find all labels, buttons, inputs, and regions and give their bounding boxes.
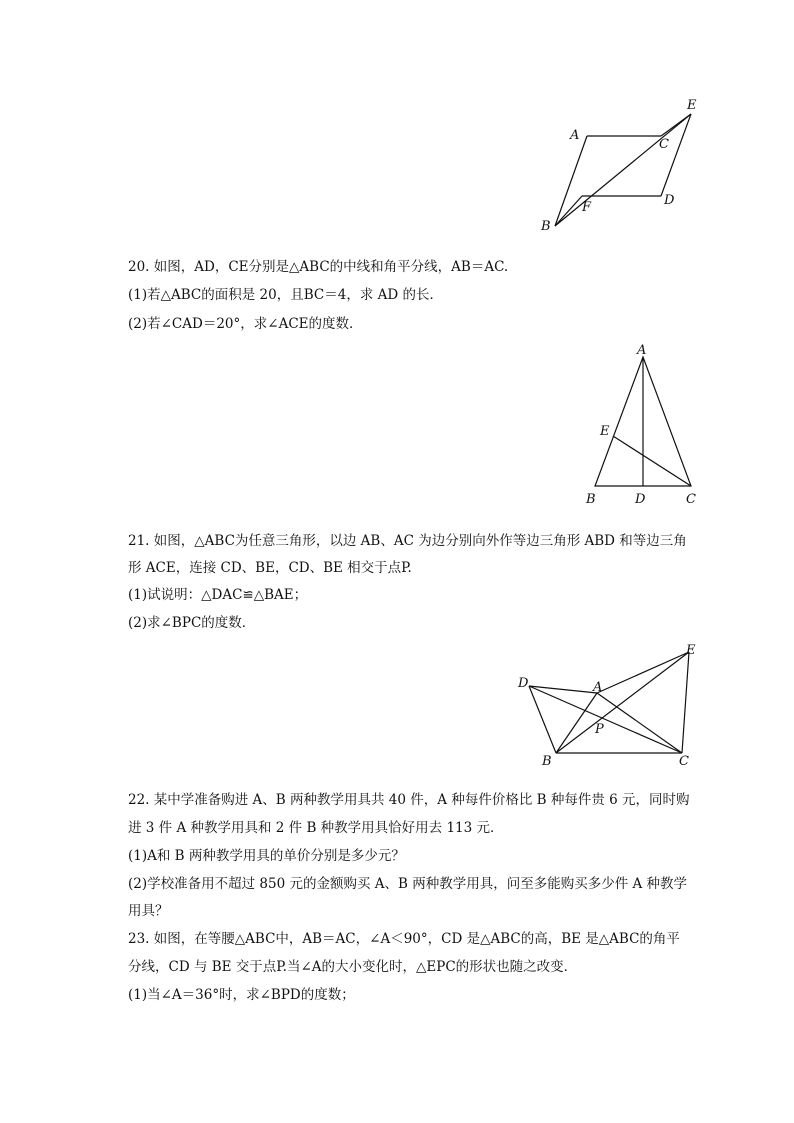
- q22-part2-line1: (2)学校准备用不超过 850 元的金额购买 A、B 两种教学用具，问至多能购买多少件 A 种教学: [128, 876, 688, 892]
- label-B: B: [586, 492, 596, 507]
- label-B: B: [542, 754, 552, 769]
- q23-stem-line2: 分线，CD 与 BE 交于点P.当∠A的大小变化时，△EPC的形状也随之改变．: [128, 959, 578, 975]
- q20-part1: (1)若△ABC的面积是 20，且BC＝4，求 AD 的长．: [128, 287, 443, 303]
- label-D: D: [635, 492, 646, 507]
- label-E: E: [687, 98, 697, 113]
- figure-equilateral-construction: [505, 638, 715, 773]
- label-A: A: [593, 680, 603, 695]
- q22-part2-line2: 用具？: [128, 903, 169, 919]
- label-D: D: [664, 193, 675, 208]
- q20-part2: (2)若∠CAD＝20°，求∠ACE的度数．: [128, 316, 363, 332]
- q21-part2: (2)求∠BPC的度数．: [128, 615, 256, 631]
- figure-isosceles-triangle: [580, 338, 710, 513]
- q21-part1: (1)试说明：△DAC≌△BAE；: [128, 587, 308, 603]
- label-A: A: [570, 128, 580, 143]
- label-C: C: [659, 137, 669, 152]
- q22-part1: (1)A和 B 两种教学用具的单价分别是多少元？: [128, 848, 405, 864]
- q23-stem-line1: 23. 如图，在等腰△ABC中，AB＝AC，∠A＜90°，CD 是△ABC的高，BE 是△ABC的角平: [128, 931, 680, 947]
- construction-lines: [529, 652, 689, 753]
- label-D: D: [518, 676, 529, 691]
- label-E: E: [686, 643, 696, 658]
- figure-parallelogram: [530, 92, 720, 242]
- label-P: P: [595, 722, 604, 737]
- q22-stem-line1: 22. 某中学准备购进 A、B 两种教学用具共 40 件，A 种每件价格比 B 种每件贵 6 元，同时购: [128, 792, 690, 808]
- q22-stem-line2: 进 3 件 A 种教学用具和 2 件 B 种教学用具恰好用去 113 元．: [128, 820, 504, 836]
- q20-stem: 20. 如图，AD，CE分别是△ABC的中线和角平分线，AB＝AC.: [128, 259, 509, 275]
- q21-stem-line1: 21. 如图，△ABC为任意三角形，以边 AB、AC 为边分别向外作等边三角形 ABD 和等边三角: [128, 533, 687, 549]
- label-C: C: [679, 754, 689, 769]
- triangle-lines: [595, 357, 691, 486]
- q21-stem-line2: 形 ACE，连接 CD、BE，CD、BE 相交于点P.: [128, 560, 412, 576]
- label-B: B: [541, 219, 551, 234]
- label-A: A: [637, 343, 647, 358]
- q23-part1: (1)当∠A＝36°时，求∠BPD的度数；: [128, 987, 355, 1003]
- label-F: F: [582, 200, 592, 215]
- label-C: C: [686, 492, 696, 507]
- label-E: E: [600, 424, 610, 439]
